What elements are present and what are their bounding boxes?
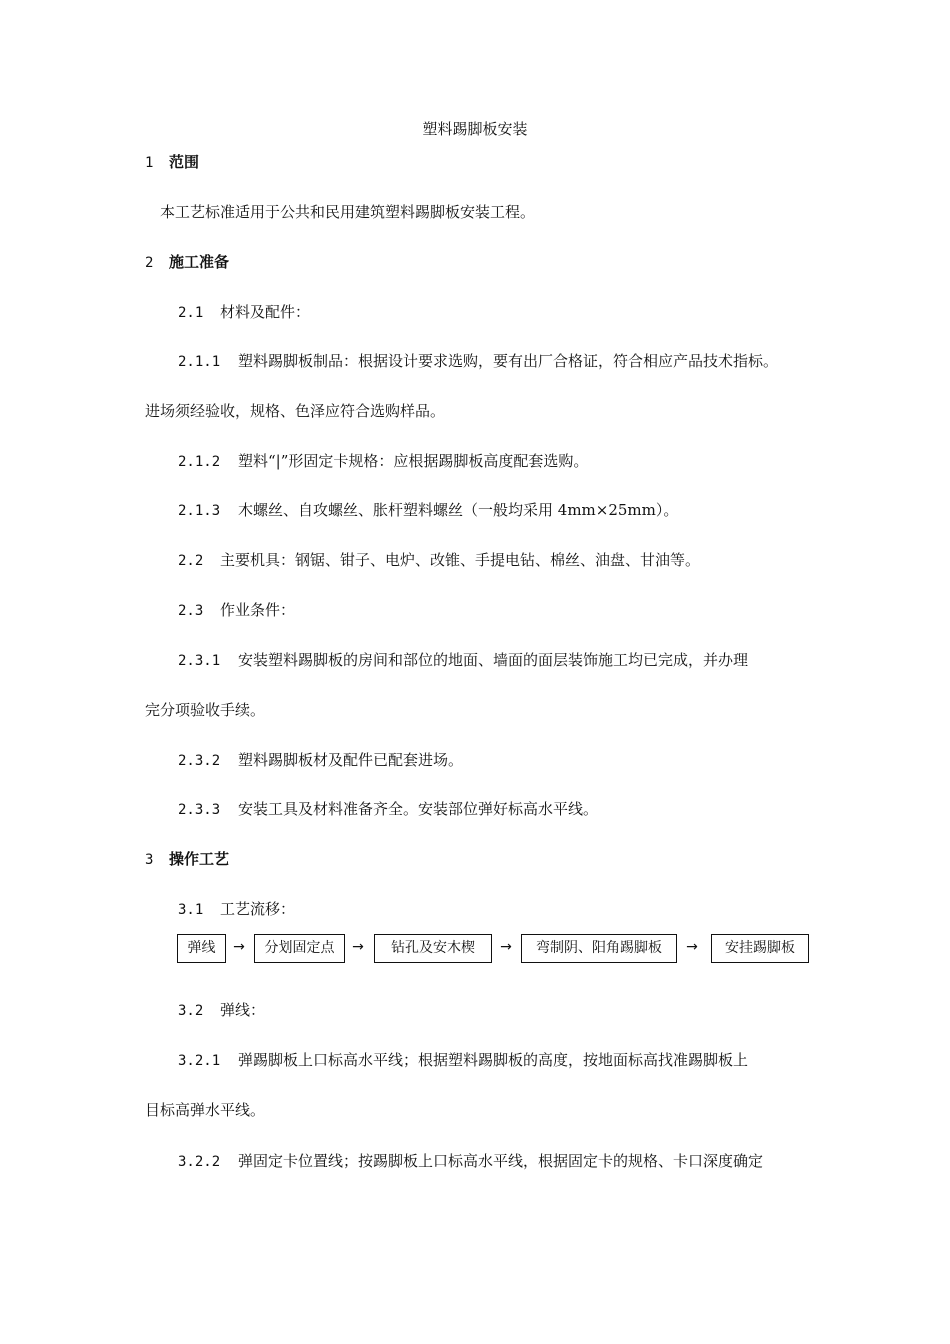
clause-2-3-3 [178,799,598,820]
section-title: 操作工艺 [169,850,230,868]
section-number: 1 [145,155,154,171]
clause-text: 安装工具及材料准备齐全。安装部位弹好标高水平线。 [238,800,599,818]
clause-2-1-1 [178,351,778,372]
section-number: 2 [145,255,154,271]
clause-text: 弹线： [220,1001,266,1019]
clause-text: 塑料“|”形固定卡规格：应根据踢脚板高度配套选购。 [238,452,589,470]
flow-step-box: 钻孔及安木楔 [374,934,492,963]
flow-step-box: 安挂踢脚板 [711,934,809,963]
clause-2-2 [178,550,700,571]
clause-number: 2.3.1 [178,653,221,669]
clause-3-1 [178,899,295,920]
flow-step-box: 弹线 [177,934,226,963]
flow-step-box: 弯制阴、阳角踢脚板 [521,934,677,963]
flow-step-box: 分划固定点 [254,934,345,963]
clause-text: 弹踢脚板上口标高水平线；根据塑料踢脚板的高度，按地面标高找准踢脚板上 [238,1051,749,1069]
flow-arrow-icon: → [686,939,698,955]
clause-3-2-1 [178,1050,748,1071]
clause-text: 塑料踢脚板制品：根据设计要求选购，要有出厂合格证，符合相应产品技术指标。 [238,352,779,370]
flow-arrow-icon: → [233,939,245,955]
section-3-heading [145,849,229,870]
clause-3-2 [178,1000,265,1021]
section-1-heading [145,152,199,173]
clause-number: 2.3 [178,603,204,619]
section-title: 范围 [169,153,200,171]
clause-text: 弹固定卡位置线；按踢脚板上口标高水平线，根据固定卡的规格、卡口深度确定 [238,1152,764,1170]
clause-number: 3.2.1 [178,1053,221,1069]
section-title: 施工准备 [169,253,230,271]
clause-text: 主要机具：钢锯、钳子、电炉、改锥、手提电钻、棉丝、油盘、甘油等。 [220,551,701,569]
section-1-body: 本工艺标准适用于公共和民用建筑塑料踢脚板安装工程。 [160,203,536,221]
clause-2-1-2 [178,451,588,472]
clause-number: 2.3.2 [178,753,221,769]
document-title: 塑料踢脚板安装 [422,120,528,138]
clause-number: 2.1.1 [178,354,221,370]
clause-3-2-2 [178,1151,763,1172]
clause-3-2-1-continued: 目标高弹水平线。 [145,1101,266,1119]
clause-2-3-1-continued: 完分项验收手续。 [145,701,266,719]
clause-text: 工艺流移： [220,900,296,918]
clause-number: 3.2.2 [178,1154,221,1170]
flow-arrow-icon: → [352,939,364,955]
section-number: 3 [145,852,154,868]
clause-number: 3.2 [178,1003,204,1019]
clause-text: 木螺丝、自攻螺丝、胀杆塑料螺丝（一般均采用 4mm×25mm）。 [238,501,679,519]
clause-2-1-1-continued: 进场须经验收，规格、色泽应符合选购样品。 [145,402,446,420]
clause-2-1-3 [178,500,678,521]
clause-2-3-1 [178,650,748,671]
clause-text: 作业条件： [220,601,296,619]
clause-text: 塑料踢脚板材及配件已配套进场。 [238,751,464,769]
clause-2-3 [178,600,295,621]
clause-text: 安装塑料踢脚板的房间和部位的地面、墙面的面层装饰施工均已完成，并办理 [238,651,749,669]
clause-number: 2.1 [178,305,204,321]
clause-2-1 [178,302,310,323]
section-2-heading [145,252,229,273]
clause-2-3-2 [178,750,463,771]
clause-number: 2.3.3 [178,802,221,818]
clause-number: 2.1.2 [178,454,221,470]
clause-number: 3.1 [178,902,204,918]
clause-number: 2.1.3 [178,503,221,519]
clause-number: 2.2 [178,553,204,569]
flow-arrow-icon: → [500,939,512,955]
clause-text: 材料及配件： [220,303,311,321]
